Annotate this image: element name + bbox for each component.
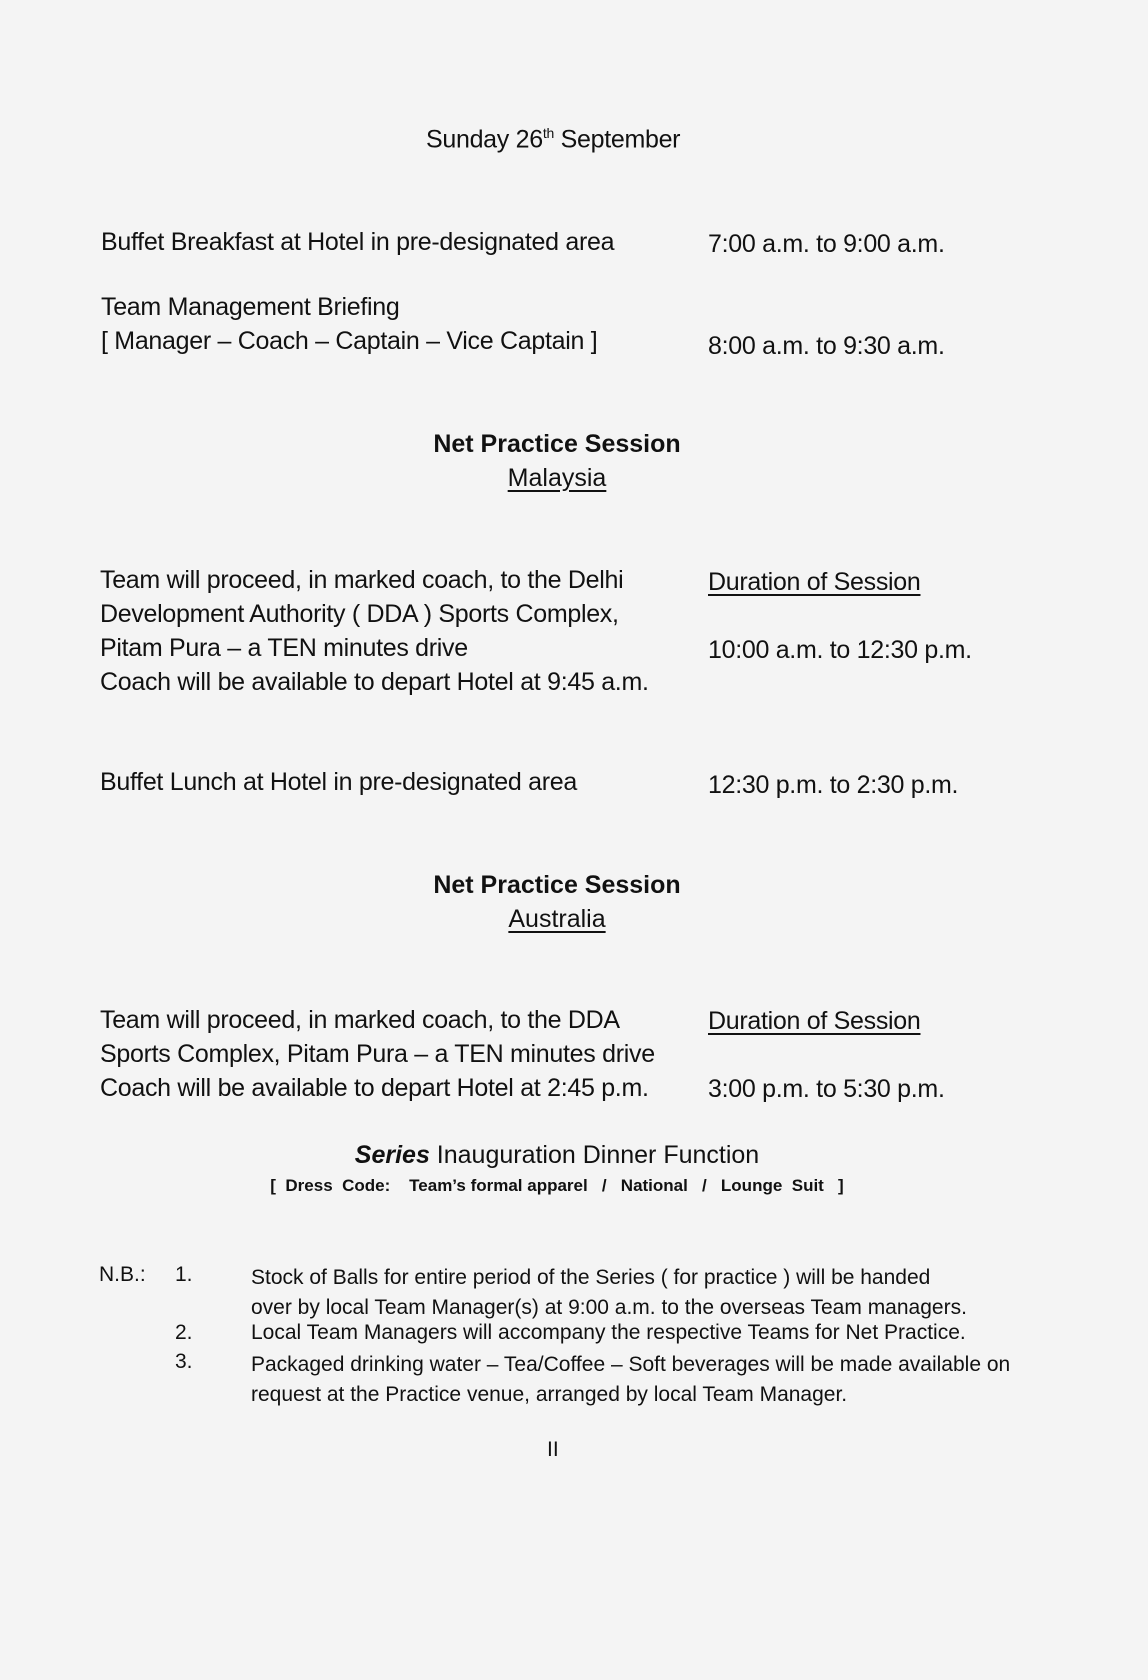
dinner-rest: Inauguration Dinner Function [429,1141,760,1169]
note-2-number: 2. [175,1321,193,1344]
session2-description [100,1003,655,1105]
date-num: 26 [515,125,543,154]
note-1 [251,1263,967,1323]
date-heading [426,125,680,154]
session1-line: Development Authority ( DDA ) Sports Complex, [100,600,619,628]
note-3-line: Packaged drinking water – Tea/Coffee – Soft beverages will be made available on [251,1353,1011,1376]
breakfast-time: 7:00 a.m. to 9:00 a.m. [708,230,945,258]
session2-line: Team will proceed, in marked coach, to the DDA [100,1006,620,1034]
lunch-label: Buffet Lunch at Hotel in pre-designated area [100,768,577,796]
date-month: September [560,125,681,154]
session1-description [100,563,649,699]
note-1-line: Stock of Balls for entire period of the Series ( for practice ) will be handed [251,1266,931,1289]
page-number: II [547,1438,559,1461]
date-day: Sunday [426,125,509,154]
session2-line: Coach will be available to depart Hotel at 2:45 p.m. [100,1074,649,1102]
session2-title: Net Practice Session [433,871,681,899]
date-suffix: th [542,125,554,141]
briefing-roles: [ Manager – Coach – Captain – Vice Captain ] [101,327,598,355]
note-1-line: over by local Team Manager(s) at 9:00 a.m. to the overseas Team managers. [251,1296,967,1319]
note-3-number: 3. [175,1350,193,1373]
session1-line: Coach will be available to depart Hotel at 9:45 a.m. [100,668,649,696]
session1-title: Net Practice Session [433,430,681,458]
note-3 [251,1350,1010,1410]
breakfast-label: Buffet Breakfast at Hotel in pre-designated area [101,228,615,256]
session1-time: 10:00 a.m. to 12:30 p.m. [708,636,972,664]
note-3-line: request at the Practice venue, arranged by local Team Manager. [251,1383,848,1406]
dress-code: [ Dress Code: Team’s formal apparel / National / Lounge Suit ] [270,1176,844,1195]
note-1-number: 1. [175,1263,193,1286]
lunch-time: 12:30 p.m. to 2:30 p.m. [708,771,959,799]
session2-duration-label: Duration of Session [708,1007,921,1035]
session2-team: Australia [508,905,606,933]
dinner-series: Series [354,1141,430,1169]
session2-time: 3:00 p.m. to 5:30 p.m. [708,1075,945,1103]
session1-line: Pitam Pura – a TEN minutes drive [100,634,468,662]
briefing-time: 8:00 a.m. to 9:30 a.m. [708,332,945,360]
session2-line: Sports Complex, Pitam Pura – a TEN minutes drive [100,1040,655,1068]
briefing-title: Team Management Briefing [101,293,400,321]
session1-duration-label: Duration of Session [708,568,921,596]
notes-label: N.B.: [99,1263,146,1286]
dinner-title [0,1141,1114,1170]
session1-line: Team will proceed, in marked coach, to the Delhi [100,566,624,594]
session1-team: Malaysia [507,464,607,492]
note-2-line: Local Team Managers will accompany the respective Teams for Net Practice. [251,1321,966,1344]
